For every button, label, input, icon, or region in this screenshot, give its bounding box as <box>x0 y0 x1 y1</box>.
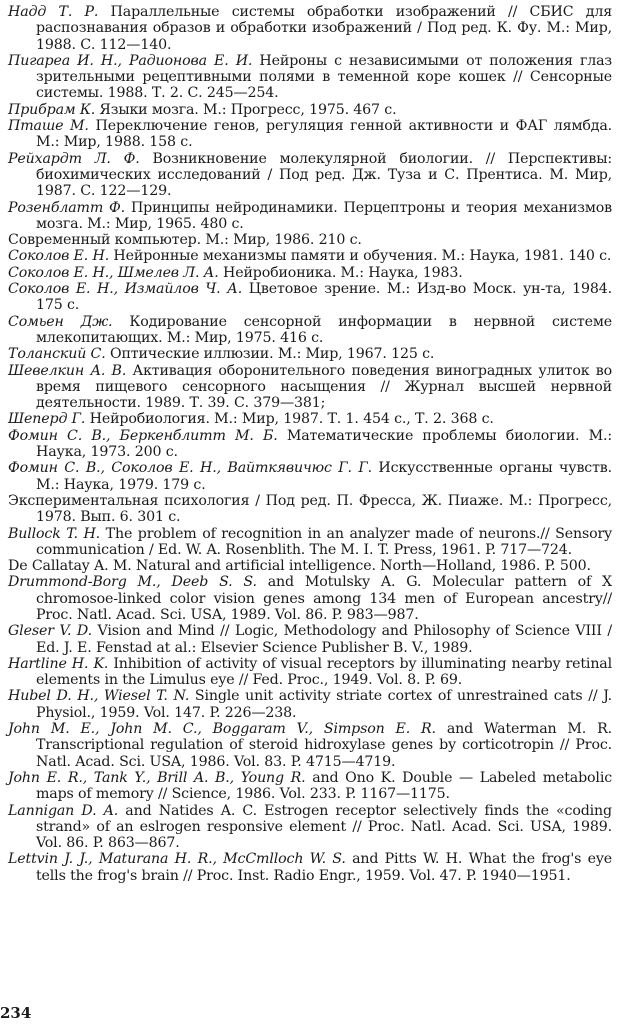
entry-author: Розенблатт Ф. <box>8 199 126 216</box>
bib-entry <box>8 411 612 427</box>
bib-entry <box>8 574 612 623</box>
entry-text: Принципы нейродинамики. Перцептроны и теория механизмов мозга. М.: Мир, 1965. 480 с. <box>36 199 612 232</box>
bib-entry <box>8 688 612 721</box>
entry-text: Математические проблемы биологии. М.: Наука, 1973. 200 с. <box>36 427 612 461</box>
bib-entry <box>8 53 612 102</box>
entry-author: Фомин С. В., Соколов Е. Н., Вайткявичюс Г. Г. <box>8 460 372 477</box>
entry-text: Оптические иллюзии. М.: Мир, 1967. 125 с. <box>105 346 435 363</box>
entry-text: Языки мозга. М.: Прогресс, 1975. 467 с. <box>95 101 397 118</box>
entry-author: Соколов Е. Н., Шмелев Л. А. <box>8 264 219 281</box>
entry-text: Искусственные органы чувств. М.: Наука, 1979. 179 с. <box>36 460 612 493</box>
entry-text: The problem of recognition in an analyzer made of neurons.// Sensory communication / Ed. W. A. Rosenblith. The M. I. T. Press, 1961. P. 717—724. <box>36 525 612 558</box>
bib-entry <box>8 428 612 461</box>
bib-entry <box>8 248 612 264</box>
entry-author: Hartline H. K. <box>8 655 109 672</box>
bib-entry <box>8 721 612 770</box>
entry-author: John E. R., Tank Y., Brill A. B., Young R. <box>8 769 306 786</box>
entry-text: and Motulsky A. G. Molecular pattern of X chromosoe-linked color vision genes among 134 men of European ancestry// Proc. Natl. Acad. Sci. USA, 1989. Vol. 86. P. 983—987. <box>36 574 612 623</box>
entry-text: Нейроны с независимыми от положения глаз зрительными рецептивными полями в теменной коре кошек // Сенсорные системы. 1988. Т. 2. С. 245—254. <box>36 52 612 102</box>
bib-entry <box>8 265 612 281</box>
entry-text: Экспериментальная психология / Под ред. П. Фресса, Ж. Пиаже. М.: Прогресс, 1978. Вып. 6. 301 с. <box>8 492 612 526</box>
entry-text: Активация оборонительного поведения виноградных улиток во время пищевого сенсорного насыщения // Журнал высшей нервной деятельности. 1989. Т. 39. С. 379—381; <box>36 362 613 412</box>
entry-author: Пигареа И. Н., Радионова Е. И. <box>8 52 253 69</box>
bibliography-list <box>8 4 612 884</box>
entry-author: Толанский С. <box>8 346 106 363</box>
entry-text: De Callatay A. M. Natural and artificial intelligence. North—Holland, 1986. P. 500. <box>8 558 591 575</box>
entry-author: Надд Т. Р. <box>8 4 99 20</box>
entry-author: Hubel D. H., Wiesel T. N. <box>8 688 190 705</box>
bib-entry <box>8 526 612 559</box>
entry-author: Lannigan D. A. <box>8 802 119 819</box>
entry-text: and Natides A. C. Estrogen receptor selectively finds the «coding strand» of an eslrogen responsive element // Proc. Natl. Acad. Sci. USA, 1989. Vol. 86. P. 863—867. <box>36 802 612 852</box>
entry-text: and Pitts W. H. What the frog's eye tells the frog's brain // Proc. Inst. Radio Engr., 1959. Vol. 47. P. 1940—1951. <box>36 851 612 884</box>
entry-author: Bullock T. H. <box>8 525 101 542</box>
entry-text: and Ono K. Double — Labeled metabolic maps of memory // Science, 1986. Vol. 233. P. 1167—1175. <box>36 769 612 803</box>
bib-entry <box>8 4 612 53</box>
entry-author: Сомьен Дж. <box>8 313 113 330</box>
entry-text: and Waterman M. R. Transcriptional regulation of steroid hidroxylase genes by corticotropin // Proc. Natl. Acad. Sci. USA, 1986. Vol. 83. P. 4715—4719. <box>36 721 612 770</box>
entry-text: Переключение генов, регуляция генной активности и ФАГ лямбда. М.: Мир, 1988. 158 с. <box>36 118 613 151</box>
entry-author: Прибрам К. <box>8 101 96 118</box>
entry-author: Lettvin J. J., Maturana H. R., McCmlloch W. S. <box>8 851 346 868</box>
bib-entry <box>8 770 612 803</box>
entry-text: Параллельные системы обработки изображений // СБИС для распознавания образов и обработки изображений / Под ред. К. Фу. М.: Мир, 1988. С. 112—140. <box>36 4 612 53</box>
bib-entry <box>8 363 612 412</box>
bib-entry <box>8 493 612 526</box>
bib-entry <box>8 460 612 493</box>
bib-entry <box>8 232 612 248</box>
entry-text: Возникновение молекулярной биологии. // Перспективы: биохимических исследований / Под ред. Дж. Туза и С. Прентиса. М. Мир, 1987. С. 122—129. <box>36 150 612 200</box>
entry-author: Gleser V. D. <box>8 623 92 640</box>
bib-entry <box>8 558 612 574</box>
entry-author: Фомин С. В., Беркенблитт М. Б. <box>8 427 278 444</box>
entry-author: Шевелкин А. В. <box>8 362 127 379</box>
entry-author: Соколов Е. Н. <box>8 248 110 265</box>
entry-text: Современный компьютер. М.: Мир, 1986. 210 с. <box>8 232 362 249</box>
entry-author: John M. E., John M. C., Boggaram V., Simpson E. R. <box>8 721 436 738</box>
page-number: 234 <box>0 1004 32 1022</box>
entry-text: Цветовое зрение. М.: Изд-во Моск. ун-та, 1984. 175 с. <box>36 281 612 314</box>
entry-text: Нейробионика. М.: Наука, 1983. <box>218 264 463 281</box>
entry-author: Рейхардт Л. Ф. <box>8 150 140 167</box>
entry-author: Drummond-Borg M., Deeb S. S. <box>8 574 257 591</box>
bib-entry <box>8 346 612 362</box>
bib-entry <box>8 314 612 347</box>
bib-entry <box>8 118 612 151</box>
bib-entry <box>8 102 612 118</box>
entry-text: Inhibition of activity of visual receptors by illuminating nearby retinal elements in the Limulus eye // Fed. Proc., 1949. Vol. 8. P. 69. <box>36 655 612 689</box>
entry-text: Нейронные механизмы памяти и обучения. М.: Наука, 1981. 140 с. <box>109 248 612 265</box>
entry-author: Соколов Е. Н., Измайлов Ч. А. <box>8 281 243 298</box>
bib-entry <box>8 151 612 200</box>
bib-entry <box>8 803 612 852</box>
entry-text: Single unit activity striate cortex of unrestrained cats // J. Physiol., 1959. Vol. 147. P. 226—238. <box>36 688 613 721</box>
bib-entry <box>8 851 612 884</box>
bib-entry <box>8 200 612 233</box>
entry-author: Шеперд Г. <box>8 411 86 428</box>
bib-entry <box>8 281 612 314</box>
bib-entry <box>8 656 612 689</box>
entry-author: Пташе М. <box>8 118 89 135</box>
entry-text: Нейробиология. М.: Мир, 1987. Т. 1. 454 с., Т. 2. 368 с. <box>85 411 494 428</box>
bib-entry <box>8 623 612 656</box>
entry-text: Vision and Mind // Logic, Methodology and Philosophy of Science VIII / Ed. J. E. Fenstad at al.: Elsevier Science Publisher B. V., 1989. <box>36 623 612 656</box>
entry-text: Кодирование сенсорной информации в нервной системе млекопитающих. М.: Мир, 1975. 416 с. <box>36 313 612 346</box>
